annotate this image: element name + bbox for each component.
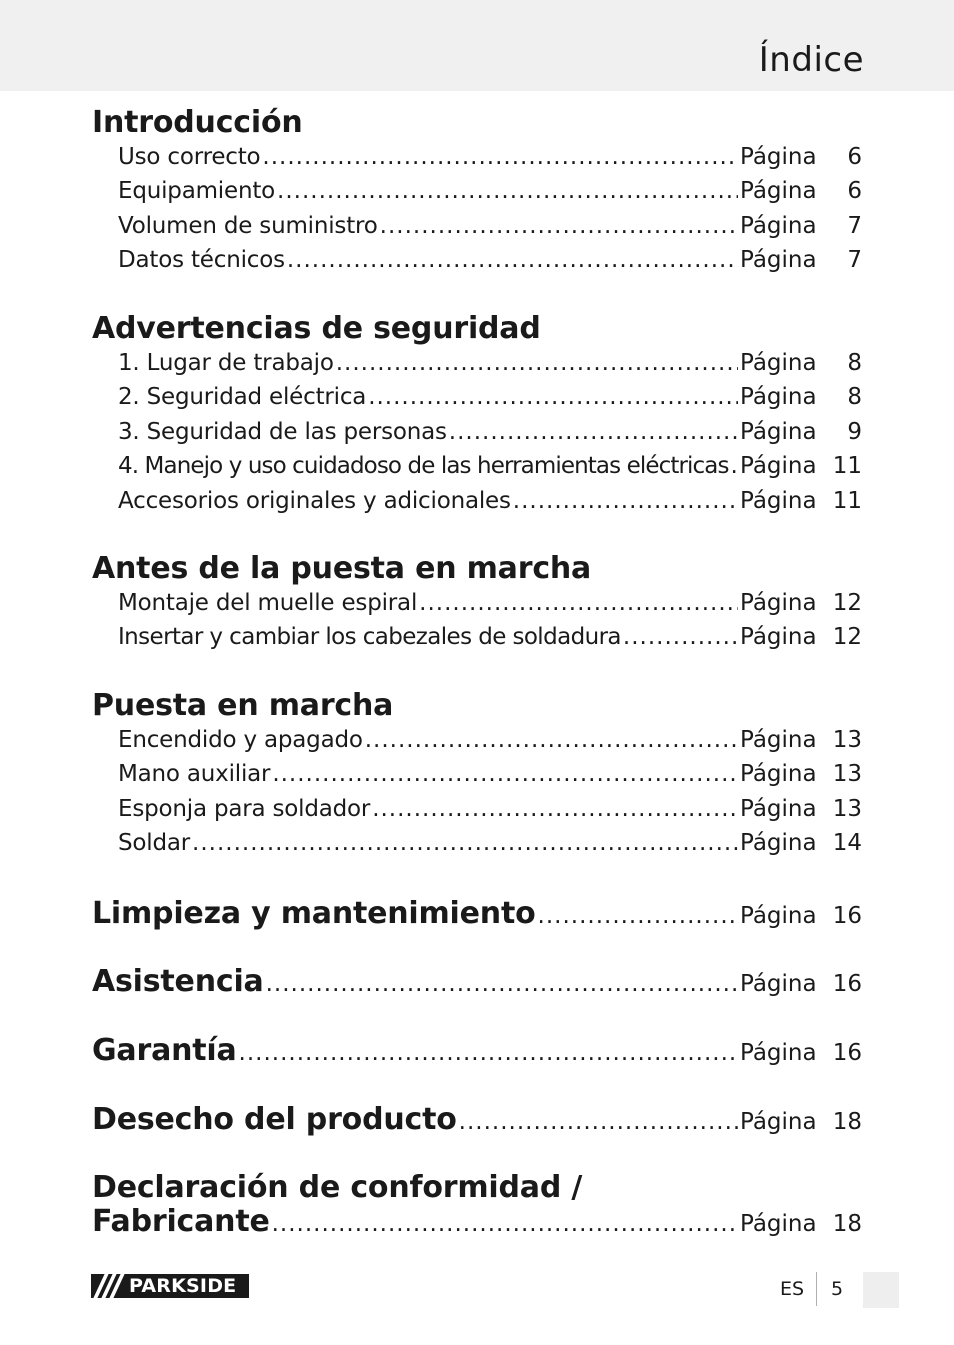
toc-section-puesta-en-marcha (92, 689, 862, 865)
entry-label: Equipamiento (118, 178, 276, 205)
page-number: 11 (832, 453, 862, 480)
toc-main-entry-desecho[interactable] (92, 1103, 862, 1137)
dot-leader (365, 727, 738, 753)
entry-label: 2. Seguridad eléctrica (118, 384, 367, 411)
page-tab-marker (863, 1272, 899, 1308)
page-number: 14 (832, 830, 862, 857)
page-word: Página (740, 487, 817, 514)
page-word: Página (740, 761, 817, 788)
page-number: 6 (847, 144, 862, 170)
language-code: ES (780, 1278, 805, 1300)
entry-label: Mano auxiliar (118, 761, 271, 788)
page-number: 13 (832, 761, 862, 788)
page-number: 12 (832, 590, 862, 616)
dot-leader (372, 796, 738, 822)
footer-divider (816, 1272, 817, 1306)
logo-stripes-icon (91, 1274, 129, 1298)
page-number: 18 (832, 1109, 862, 1135)
page-number: 11 (832, 487, 862, 514)
entry-label: 4. Manejo y uso cuidadoso de las herramientas eléctricas (118, 453, 729, 480)
page-number: 6 (847, 178, 862, 205)
page-word: Página (740, 384, 817, 411)
toc-entry[interactable] (92, 727, 862, 761)
dot-leader (380, 213, 738, 239)
dot-leader (277, 178, 738, 204)
dot-leader (419, 590, 738, 616)
section-heading: Introducción (92, 105, 303, 140)
entry-label: Uso correcto (118, 144, 261, 170)
page-number: 13 (832, 795, 862, 822)
entry-label: Encendido y apagado (118, 727, 363, 753)
page-title: Índice (758, 40, 864, 80)
entry-label: 3. Seguridad de las personas (118, 418, 447, 445)
toc-section-advertencias (92, 312, 862, 522)
dot-leader (266, 971, 738, 997)
toc-entry[interactable] (92, 830, 862, 864)
page-number: 18 (832, 1211, 862, 1237)
page-word: Página (740, 453, 817, 480)
page-number: 16 (832, 1040, 862, 1066)
dot-leader (272, 1211, 738, 1237)
toc-entry[interactable] (92, 453, 862, 487)
page-word: Página (740, 247, 817, 274)
section-heading: Asistencia (92, 964, 264, 999)
page-word: Página (740, 178, 817, 205)
toc-entry[interactable] (92, 796, 862, 830)
dot-leader (513, 488, 738, 514)
entry-label: Insertar y cambiar los cabezales de soldadura (118, 624, 621, 651)
page-number: 12 (832, 624, 862, 651)
dot-leader (623, 624, 738, 650)
dot-leader (731, 453, 738, 479)
toc-entry[interactable] (92, 384, 862, 418)
toc-main-entry-asistencia[interactable] (92, 965, 862, 999)
entry-label: Soldar (118, 830, 191, 857)
toc-entry[interactable] (92, 488, 862, 522)
page-number: 7 (847, 212, 862, 239)
page-word: Página (740, 727, 817, 753)
toc-entry[interactable] (92, 590, 862, 624)
dot-leader (272, 761, 738, 787)
entry-label: Accesorios originales y adicionales (118, 487, 511, 514)
parkside-logo (91, 1274, 249, 1298)
page-number: 13 (832, 727, 862, 753)
toc-entry[interactable] (92, 761, 862, 795)
page-number: 16 (832, 903, 862, 929)
page-word: Página (740, 1109, 817, 1135)
section-heading: Garantía (92, 1033, 237, 1068)
dot-leader (192, 830, 738, 856)
entry-label: Volumen de suministro (118, 212, 378, 239)
dot-leader (239, 1040, 738, 1066)
page-word: Página (740, 971, 817, 997)
dot-leader (459, 1109, 738, 1135)
toc-main-entry-limpieza[interactable] (92, 897, 862, 931)
toc-entry[interactable] (92, 419, 862, 453)
page-word: Página (740, 795, 817, 822)
page-word: Página (740, 1211, 817, 1237)
section-heading: Limpieza y mantenimiento (92, 896, 536, 931)
brand-name: PARKSIDE (129, 1275, 237, 1297)
page-number: 7 (847, 247, 862, 274)
dot-leader (449, 419, 738, 445)
toc-entry[interactable] (92, 144, 862, 178)
page-number-footer: 5 (831, 1278, 844, 1300)
section-heading: Desecho del producto (92, 1102, 457, 1137)
section-heading: Advertencias de seguridad (92, 311, 541, 346)
toc-main-entry-declaracion[interactable] (92, 1171, 862, 1239)
dot-leader (538, 903, 738, 929)
page-word: Página (740, 590, 817, 616)
section-heading: Puesta en marcha (92, 688, 394, 723)
dot-leader (287, 247, 738, 273)
dot-leader (262, 144, 738, 170)
toc-entry[interactable] (92, 178, 862, 212)
toc-main-entry-garantia[interactable] (92, 1034, 862, 1068)
toc-entry[interactable] (92, 350, 862, 384)
page-word: Página (740, 624, 817, 651)
page-number: 8 (847, 384, 862, 411)
section-heading-continued: Fabricante (92, 1204, 270, 1239)
page-number: 16 (832, 971, 862, 997)
page-word: Página (740, 418, 817, 445)
page-word: Página (740, 144, 817, 170)
page-word: Página (740, 212, 817, 239)
page-word: Página (740, 903, 817, 929)
toc-entry[interactable] (92, 213, 862, 247)
entry-label: Montaje del muelle espiral (118, 590, 418, 616)
dot-leader (368, 384, 738, 410)
entry-label: Esponja para soldador (118, 795, 371, 822)
toc-section-introduccion (92, 106, 862, 282)
page-word: Página (740, 1040, 817, 1066)
entry-label: 1. Lugar de trabajo (118, 350, 334, 376)
page-word: Página (740, 830, 817, 857)
page-number: 9 (847, 418, 862, 445)
page-number: 8 (847, 350, 862, 376)
section-heading: Antes de la puesta en marcha (92, 551, 592, 586)
dot-leader (336, 350, 738, 376)
toc-entry[interactable] (92, 624, 862, 658)
section-heading: Declaración de conformidad / (92, 1170, 583, 1205)
page-word: Página (740, 350, 817, 376)
toc-section-antes-puesta-en-marcha (92, 552, 862, 659)
entry-label: Datos técnicos (118, 247, 285, 274)
toc-entry[interactable] (92, 247, 862, 281)
